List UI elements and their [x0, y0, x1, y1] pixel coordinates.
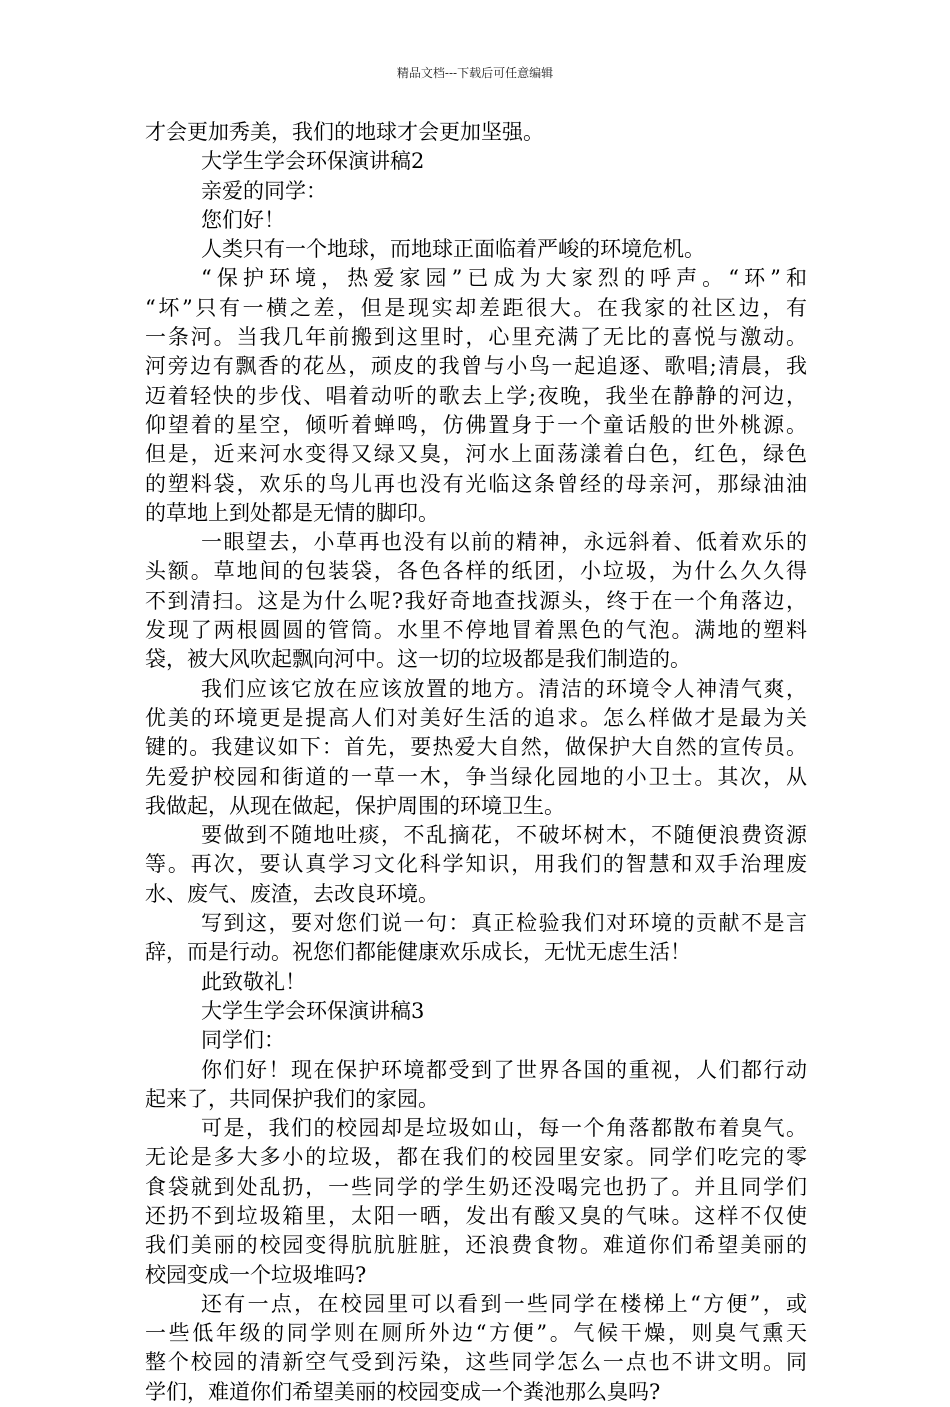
- text-line: “坏”只有一横之差，但是现实却差距很大。在我家的社区边，有: [145, 295, 807, 320]
- text-line: 不到清扫。这是为什么呢?我好奇地查找源头，终于在一个角落边，: [145, 588, 807, 613]
- text-line: 亲爱的同学：: [201, 178, 327, 203]
- text-line: 整个校园的清新空气受到污染，这些同学怎么一点也不讲文明。同: [145, 1350, 807, 1375]
- text-line: 优美的环境更是提高人们对美好生活的追求。怎么样做才是最为关: [145, 705, 807, 730]
- text-line: 你们好！现在保护环境都受到了世界各国的重视，人们都行动: [201, 1057, 807, 1082]
- text-line: 要做到不随地吐痰，不乱摘花，不破坏树木，不随便浪费资源: [201, 823, 807, 848]
- text-line: 食袋就到处乱扔，一些同学的学生奶还没喝完也扔了。并且同学们: [145, 1174, 807, 1199]
- text-line: 先爱护校园和街道的一草一木，争当绿化园地的小卫士。其次，从: [145, 764, 807, 789]
- text-line: 您们好！: [201, 207, 285, 232]
- text-line: 一条河。当我几年前搬到这里时，心里充满了无比的喜悦与激动。: [145, 325, 807, 350]
- text-line: 河旁边有飘香的花丛，顽皮的我曾与小鸟一起追逐、歌唱;清晨，我: [145, 354, 807, 379]
- text-line: 校园变成一个垃圾堆吗?: [145, 1262, 367, 1287]
- text-line: 人类只有一个地球，而地球正面临着严峻的环境危机。: [201, 237, 705, 262]
- text-line: 此致敬礼！: [201, 969, 306, 994]
- text-line: 发现了两根圆圆的管筒。水里不停地冒着黑色的气泡。满地的塑料: [145, 618, 807, 643]
- document-body: [145, 118, 807, 1407]
- text-line: 等。再次，要认真学习文化科学知识，用我们的智慧和双手治理废: [145, 852, 807, 877]
- text-line: 起来了，共同保护我们的家园。: [145, 1086, 439, 1111]
- text-line: 才会更加秀美，我们的地球才会更加坚强。: [145, 120, 544, 144]
- text-line: 可是，我们的校园却是垃圾如山，每一个角落都散布着臭气。: [201, 1116, 807, 1141]
- text-line: 还有一点，在校园里可以看到一些同学在楼梯上“方便”，或: [201, 1291, 807, 1316]
- text-line: 我们应该它放在应该放置的地方。清洁的环境令人神清气爽，: [201, 676, 807, 701]
- page-header: 精品文档---下载后可任意编辑: [396, 66, 554, 80]
- text-line: 写到这，要对您们说一句：真正检验我们对环境的贡献不是言: [201, 911, 807, 936]
- text-line: 但是，近来河水变得又绿又臭，河水上面荡漾着白色，红色，绿色: [145, 442, 807, 467]
- text-line: 一些低年级的同学则在厕所外边“方便”。气候干燥，则臭气熏天: [145, 1321, 807, 1346]
- text-line: 头额。草地间的包装袋，各色各样的纸团，小垃圾，为什么久久得: [145, 559, 807, 584]
- text-line: 还扔不到垃圾箱里，太阳一晒，发出有酸又臭的气味。这样不仅使: [145, 1203, 807, 1228]
- text-line: 学们，难道你们希望美丽的校园变成一个粪池那么臭吗?: [145, 1379, 661, 1404]
- text-line: 仰望着的星空，倾听着蝉鸣，仿佛置身于一个童话般的世外桃源。: [145, 412, 807, 437]
- text-line: 无论是多大多小的垃圾，都在我们的校园里安家。同学们吃完的零: [145, 1145, 807, 1170]
- text-line: 迈着轻快的步伐、唱着动听的歌去上学;夜晚，我坐在静静的河边，: [145, 383, 807, 408]
- text-line: 一眼望去，小草再也没有以前的精神，永远斜着、低着欢乐的: [201, 530, 807, 555]
- text-line: “保护环境，热爱家园”已成为大家烈的呼声。“环”和: [201, 266, 807, 291]
- text-line: 辞，而是行动。祝您们都能健康欢乐成长，无忧无虑生活！: [145, 940, 691, 965]
- text-line: 的塑料袋，欢乐的鸟儿再也没有光临这条曾经的母亲河，那绿油油: [145, 471, 807, 496]
- text-line: 同学们：: [201, 1028, 285, 1053]
- text-line: 大学生学会环保演讲稿3: [201, 998, 425, 1023]
- text-line: 大学生学会环保演讲稿2: [201, 149, 425, 174]
- text-line: 水、废气、废渣，去改良环境。: [145, 881, 439, 906]
- text-line: 我做起，从现在做起，保护周围的环境卫生。: [145, 793, 565, 818]
- text-line: 我们美丽的校园变得肮肮脏脏，还浪费食物。难道你们希望美丽的: [145, 1233, 807, 1258]
- text-line: 袋，被大风吹起飘向河中。这一切的垃圾都是我们制造的。: [145, 647, 691, 672]
- text-line: 的草地上到处都是无情的脚印。: [145, 500, 439, 525]
- text-line: 键的。我建议如下：首先，要热爱大自然，做保护大自然的宣传员。: [145, 735, 807, 760]
